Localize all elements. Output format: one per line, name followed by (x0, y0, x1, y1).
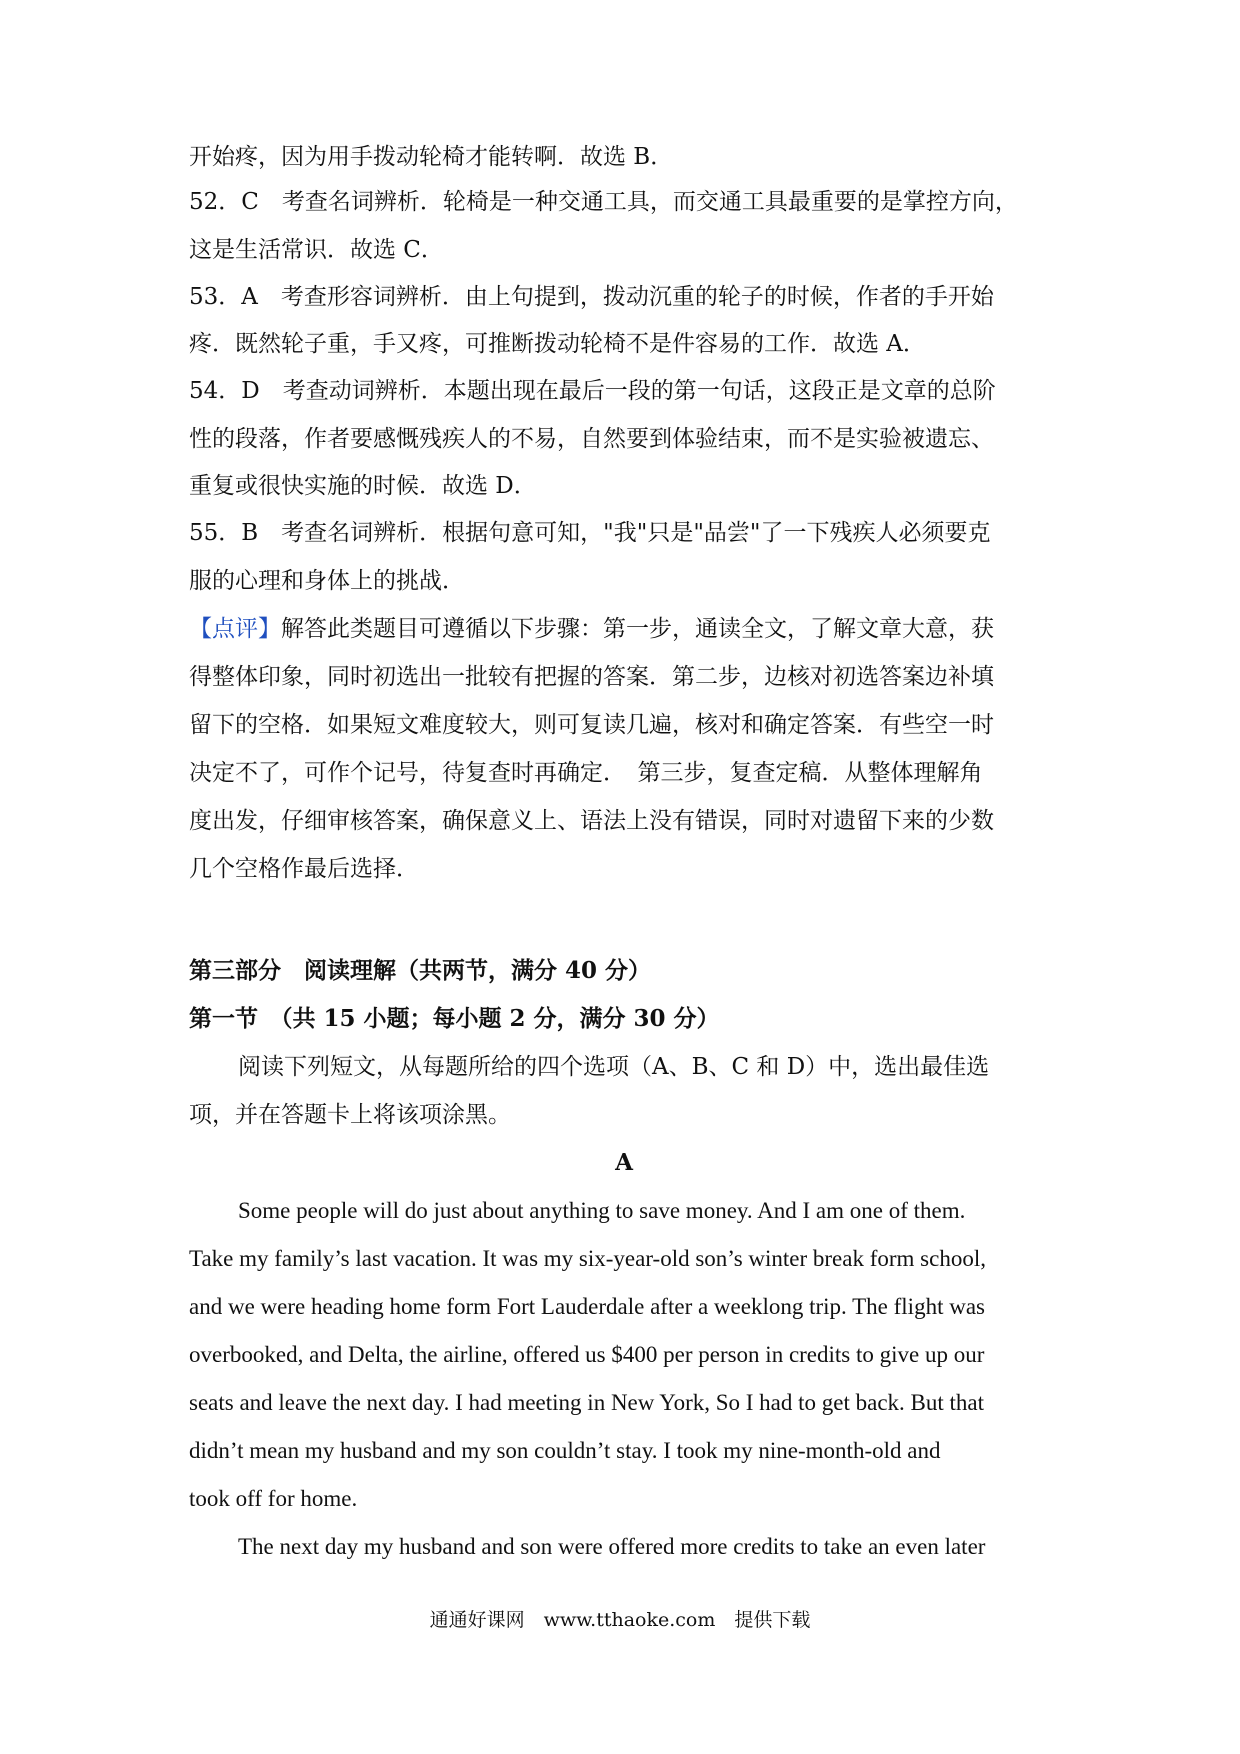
passage-line: took off for home. (189, 1486, 358, 1511)
passage-line: and we were heading home form Fort Lauderdale after a weeklong trip. The flight was (189, 1294, 985, 1319)
comment-line: 决定不了，可作个记号，待复查时再确定． 第三步，复查定稿．从整体理解角 (189, 760, 983, 786)
passage-line: overbooked, and Delta, the airline, offered us $400 per person in credits to give up our (189, 1342, 985, 1367)
answer-line: 疼．既然轮子重，手又疼，可推断拨动轮椅不是件容易的工作．故选 A． (189, 331, 926, 357)
comment-line: 留下的空格．如果短文难度较大，则可复读几遍，核对和确定答案．有些空一时 (189, 712, 994, 738)
answer-line: 52．C 考查名词辨析．轮椅是一种交通工具，而交通工具最重要的是掌控方向， (189, 189, 1018, 215)
comment-text: 解答此类题目可遵循以下步骤：第一步，通读全文，了解文章大意，获 (281, 616, 994, 642)
passage-line: seats and leave the next day. I had meeting in New York, So I had to get back. But that (189, 1390, 985, 1415)
answer-line: 性的段落，作者要感慨残疾人的不易，自然要到体验结束，而不是实验被遗忘、 (189, 426, 994, 452)
answer-line: 服的心理和身体上的挑战． (189, 568, 465, 594)
comment-line: 几个空格作最后选择． (189, 856, 419, 882)
page-footer: 通通好课网 www.tthaoke.com 提供下载 (429, 1609, 811, 1631)
answer-line: 54．D 考查动词辨析．本题出现在最后一段的第一句话，这段正是文章的总阶 (189, 378, 996, 404)
answer-line: 重复或很快实施的时候．故选 D． (189, 473, 537, 499)
passage-line: Some people will do just about anything to save money. And I am one of them. (238, 1198, 966, 1223)
passage-line: Take my family’s last vacation. It was my six-year-old son’s winter break form school, (189, 1246, 986, 1271)
comment-line: 度出发，仔细审核答案，确保意义上、语法上没有错误，同时对遗留下来的少数 (189, 808, 994, 834)
comment-tag: 【点评】 (189, 616, 281, 642)
instruction-line: 项，并在答题卡上将该项涂黑。 (189, 1102, 511, 1128)
passage-line: didn’t mean my husband and my son couldn’t stay. I took my nine-month-old and (189, 1438, 941, 1463)
sub-title: 第一节 （共 15 小题；每小题 2 分，满分 30 分） (189, 1005, 720, 1032)
instruction-line: 阅读下列短文，从每题所给的四个选项（A、B、C 和 D）中，选出最佳选 (238, 1054, 990, 1080)
part-title: 第三部分 阅读理解（共两节，满分 40 分） (189, 957, 652, 984)
passage-line: The next day my husband and son were offered more credits to take an even later (238, 1534, 986, 1559)
answer-line: 55．B 考查名词辨析．根据句意可知，"我"只是"品尝"了一下残疾人必须要克 (189, 520, 991, 546)
passage-label: A (615, 1149, 633, 1176)
answer-line: 开始疼，因为用手拨动轮椅才能转啊．故选 B． (189, 144, 674, 170)
answer-line: 这是生活常识．故选 C． (189, 237, 444, 263)
comment-line: 得整体印象，同时初选出一批较有把握的答案．第二步，边核对初选答案边补填 (189, 664, 994, 690)
answer-line: 53．A 考查形容词辨析．由上句提到，拨动沉重的轮子的时候，作者的手开始 (189, 284, 994, 310)
comment-first-line (189, 612, 1059, 646)
